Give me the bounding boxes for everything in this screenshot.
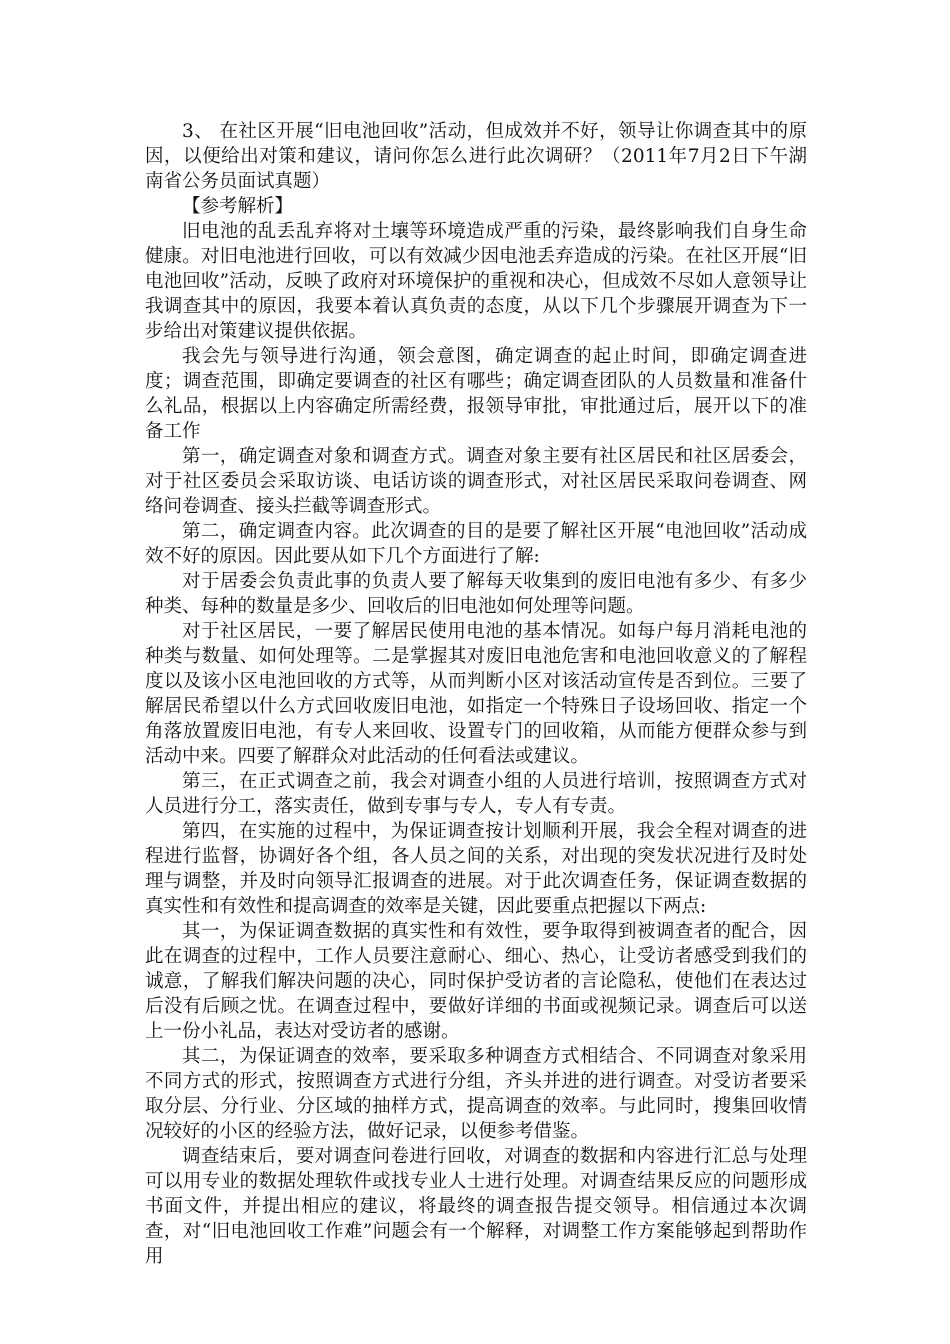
- question-paragraph: 3、 在社区开展“旧电池回收”活动，但成效并不好，领导让你调查其中的原因，以便给出对策和建议，请问你怎么进行此次调研？（2011年7月2日下午湖南省公务员面试真题）: [145, 121, 807, 192]
- body-paragraph-step-4: 第四，在实施的过程中，为保证调查按计划顺利开展，我会全程对调查的进程进行监督，协调好各个组，各人员之间的关系，对出现的突发状况进行及时处理与调整，并及时向领导汇报调查的进展。对于此次调查任务，保证调查数据的真实性和有效性和提高调查的效率是关键，因此要重点把握以下两点:: [145, 821, 807, 917]
- body-paragraph-preparation: 我会先与领导进行沟通，领会意图，确定调查的起止时间，即确定调查进度；调查范围，即确定要调查的社区有哪些；确定调查团队的人员数量和准备什么礼品，根据以上内容确定所需经费，报领导审批，审批通过后，展开以下的准备工作: [145, 346, 807, 442]
- body-paragraph-step-3: 第三，在正式调查之前，我会对调查小组的人员进行培训，按照调查方式对人员进行分工，落实责任，做到专事与专人，专人有专责。: [145, 771, 807, 817]
- body-paragraph-point-2: 其二，为保证调查的效率，要采取多种调查方式相结合、不同调查对象采用不同方式的形式，按照调查方式进行分组，齐头并进的进行调查。对受访者要采取分层、分行业、分区域的抽样方式，提高调查的效率。与此同时，搜集回收情况较好的小区的经验方法，做好记录，以便参考借鉴。: [145, 1046, 807, 1142]
- body-paragraph-conclusion: 调查结束后，要对调查问卷进行回收，对调查的数据和内容进行汇总与处理可以用专业的数据处理软件或找专业人士进行处理。对调查结果反应的问题形成书面文件，并提出相应的建议，将最终的调查报告提交领导。相信通过本次调查，对“旧电池回收工作难”问题会有一个解释，对调整工作方案能够起到帮助作用: [145, 1146, 807, 1267]
- body-paragraph-committee: 对于居委会负责此事的负责人要了解每天收集到的废旧电池有多少、有多少种类、每种的数量是多少、回收后的旧电池如何处理等问题。: [145, 571, 807, 617]
- document-body: [145, 119, 807, 1269]
- body-paragraph-point-1: 其一，为保证调查数据的真实性和有效性，要争取得到被调查者的配合，因此在调查的过程中，工作人员要注意耐心、细心、热心，让受访者感受到我们的诚意，了解我们解决问题的决心，同时保护受访者的言论隐私，使他们在表达过后没有后顾之忧。在调查过程中，要做好详细的书面或视频记录。调查后可以送上一份小礼品，表达对受访者的感谢。: [145, 921, 807, 1042]
- body-paragraph-residents: 对于社区居民，一要了解居民使用电池的基本情况。如每户每月消耗电池的种类与数量、如何处理等。二是掌握其对废旧电池危害和电池回收意义的了解程度以及该小区电池回收的方式等，从而判断小区对该活动宣传是否到位。三要了解居民希望以什么方式回收废旧电池，如指定一个特殊日子设场回收、指定一个角落放置废旧电池，有专人来回收、设置专门的回收箱，从而能方便群众参与到活动中来。四要了解群众对此活动的任何看法或建议。: [145, 621, 807, 767]
- body-paragraph-step-2: 第二，确定调查内容。此次调查的目的是要了解社区开展“电池回收”活动成效不好的原因。因此要从如下几个方面进行了解:: [145, 521, 807, 567]
- body-paragraph-step-1: 第一，确定调查对象和调查方式。调查对象主要有社区居民和社区居委会，对于社区委员会采取访谈、电话访谈的调查形式，对社区居民采取问卷调查、网络问卷调查、接头拦截等调查形式。: [145, 446, 807, 517]
- body-paragraph-intro: 旧电池的乱丢乱弃将对土壤等环境造成严重的污染，最终影响我们自身生命健康。对旧电池进行回收，可以有效减少因电池丢弃造成的污染。在社区开展“旧电池回收”活动，反映了政府对环境保护的重视和决心，但成效不尽如人意领导让我调查其中的原因，我要本着认真负责的态度，从以下几个步骤展开调查为下一步给出对策建议提供依据。: [145, 221, 807, 342]
- analysis-heading: 【参考解析】: [182, 196, 294, 217]
